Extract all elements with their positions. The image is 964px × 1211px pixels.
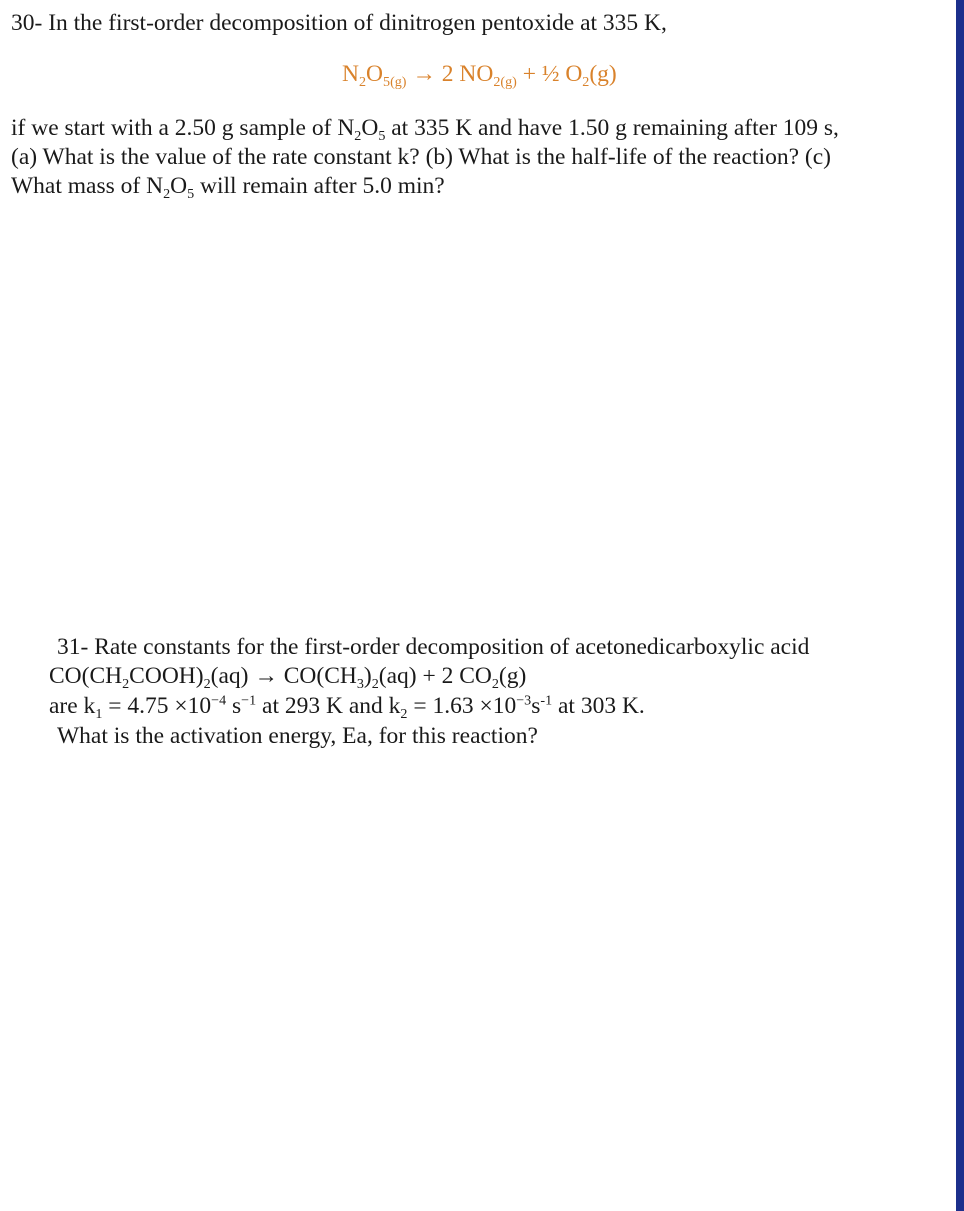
question-31-rate-constants	[49, 692, 645, 720]
text: at 303 K.	[552, 693, 645, 719]
text: if we start with a 2.50 g sample of N	[11, 115, 355, 141]
sub: 2	[400, 705, 408, 722]
sub: 2	[354, 127, 362, 144]
text: s	[226, 693, 242, 719]
question-30-equation	[342, 60, 617, 88]
question-30-line-2: (a) What is the value of the rate constant k? (b) What is the half-life of the reaction? (c)	[11, 144, 831, 170]
text: O	[361, 115, 379, 141]
sub: 2	[371, 675, 379, 692]
sub: 2	[122, 675, 130, 692]
text: = 1.63 ×10	[407, 693, 517, 719]
question-30-title: 30- In the first-order decomposition of dinitrogen pentoxide at 335 K,	[11, 10, 667, 36]
eq-o: O	[366, 61, 384, 87]
sub: 5	[187, 185, 195, 202]
text: at 335 K and have 1.50 g remaining after 109 s,	[385, 115, 839, 141]
sup: -1	[540, 692, 553, 709]
eq-sub-2g: 2(g)	[493, 73, 517, 90]
text: will remain after 5.0 min?	[194, 173, 445, 199]
text: CO(CH	[49, 663, 123, 689]
sub: 3	[356, 675, 364, 692]
text: O	[170, 173, 188, 199]
eq-sub-2: 2	[358, 73, 367, 90]
question-31-equation	[49, 662, 526, 690]
eq-sub-2b: 2	[582, 73, 590, 90]
text: (g)	[498, 663, 527, 689]
question-31-title: 31- Rate constants for the first-order decomposition of acetonedicarboxylic acid	[57, 634, 810, 660]
text: = 4.75 ×10	[102, 693, 212, 719]
eq-sub-5g: 5(g)	[383, 73, 407, 90]
right-edge-bar	[956, 0, 964, 1211]
text: (aq) → CO(CH	[210, 663, 357, 689]
text: at 293 K and k	[256, 693, 401, 719]
sub: 1	[95, 705, 103, 722]
text: are k	[49, 693, 96, 719]
text: COOH)	[129, 663, 204, 689]
eq-n: N	[342, 61, 359, 87]
text: (aq) + 2 CO	[378, 663, 492, 689]
sub: 5	[378, 127, 386, 144]
sub: 2	[203, 675, 211, 692]
eq-arrow-no: → 2 NO	[406, 61, 494, 87]
eq-half-o: + ½ O	[516, 61, 583, 87]
text: What mass of N	[11, 173, 164, 199]
sub: 2	[491, 675, 499, 692]
eq-g: (g)	[589, 61, 617, 87]
text: )	[363, 663, 372, 689]
question-31-question: What is the activation energy, Ea, for this reaction?	[57, 723, 538, 749]
sub: 2	[163, 185, 171, 202]
question-30-line-3	[11, 172, 445, 200]
sup: −1	[241, 692, 257, 709]
text: s	[531, 693, 541, 719]
sup: −3	[516, 692, 532, 709]
sup: −4	[211, 692, 227, 709]
question-30-line-1	[11, 114, 839, 142]
